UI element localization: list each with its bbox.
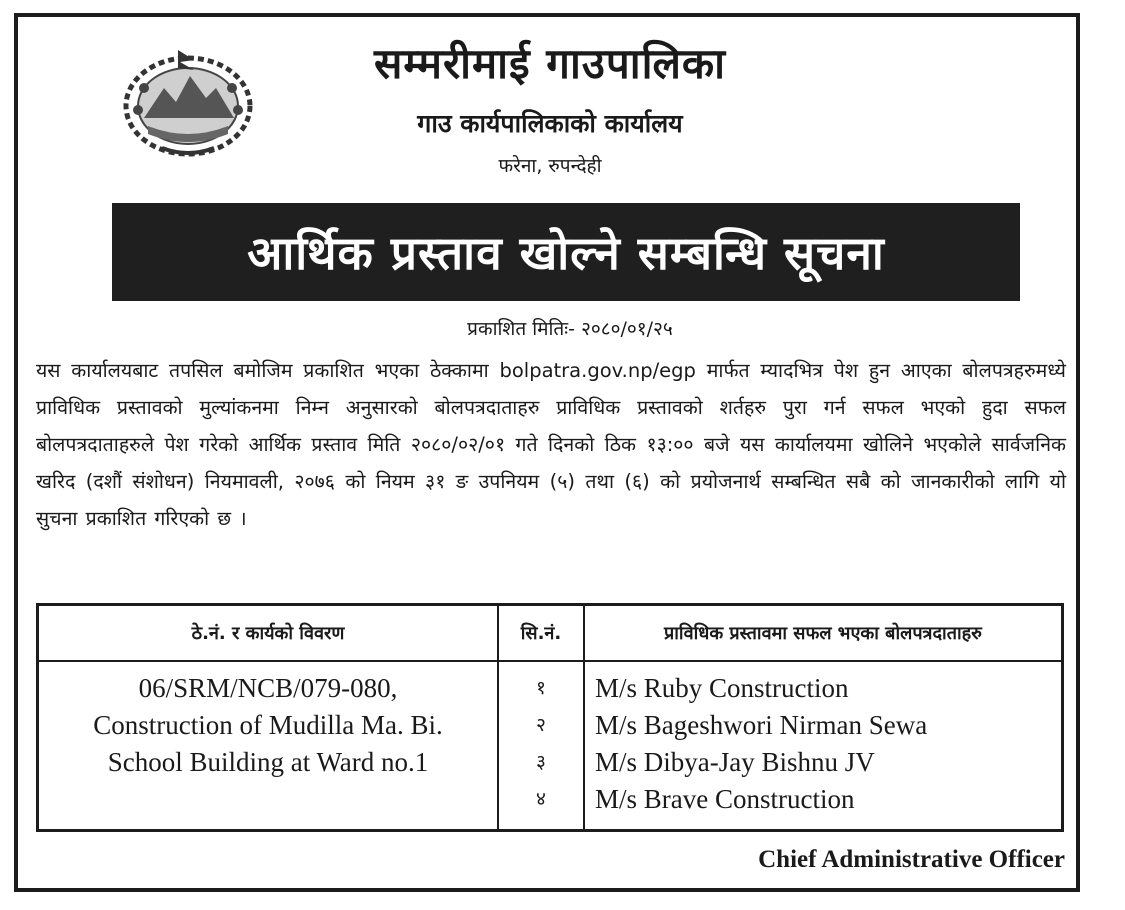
table-row	[38, 661, 1063, 831]
serial-number: ४	[536, 788, 546, 810]
contract-number: 06/SRM/NCB/079-080,	[138, 673, 398, 703]
bidder-name: M/s Brave Construction	[595, 784, 855, 814]
header-serial-number: सि.नं.	[498, 605, 584, 662]
signatory-title: Chief Administrative Officer	[758, 846, 1065, 873]
notice-body: यस कार्यालयबाट तपसिल बमोजिम प्रकाशित भएका ठेक्कामा bolpatra.gov.np/egp मार्फत म्यादभित्र पेश हुन आएका बोलपत्रहरुमध्ये प्राविधिक प्रस्तावको मुल्यांकनमा निम्न अनुसारको बोलपत्रदाताहरु प्राविधिक प्रस्तावको शर्तहरु पुरा गर्न सफल भएको हुदा सफल बोलपत्रदाताहरुले पेश गरेको आर्थिक प्रस्ताव मिति २०८०/०२/०१ गते दिनको ठिक १३:०० बजे यस कार्यालयमा खोलिने भएकोले सार्वजनिक खरिद (दशौं संशोधन) नियमावली, २०७६ को नियम ३१ ङ उपनियम (५) तथा (६) को प्रयोजनार्थ सम्बन्धित सबै को जानकारीको लागि यो सुचना प्रकाशित गरिएको छ ।	[36, 359, 1066, 530]
bidder-name: M/s Ruby Construction	[595, 673, 849, 703]
serial-number: ३	[536, 751, 546, 773]
notice-title-banner	[112, 203, 1020, 301]
bidder-list-cell	[584, 661, 1063, 831]
municipality-name: सम्मरीमाई गाउपालिका	[373, 39, 727, 88]
bidder-name: M/s Dibya-Jay Bishnu JV	[595, 747, 875, 777]
serial-number-cell	[498, 661, 584, 831]
contract-description-cell	[38, 661, 499, 831]
bidder-name: M/s Bageshwori Nirman Sewa	[595, 710, 928, 740]
table-header-row	[38, 605, 1063, 662]
contract-title-line: Construction of Mudilla Ma. Bi.	[93, 710, 443, 740]
header-successful-bidders: प्राविधिक प्रस्तावमा सफल भएका बोलपत्रदाताहरु	[584, 605, 1063, 662]
nepal-government-emblem-icon	[118, 44, 258, 164]
published-date: प्रकाशित मितिः- २०८०/०१/२५	[467, 318, 673, 340]
notice-title: आर्थिक प्रस्ताव खोल्ने सम्बन्धि सूचना	[247, 226, 885, 280]
bidder-table	[36, 603, 1064, 832]
contract-title-line: School Building at Ward no.1	[107, 747, 429, 777]
office-location: फरेना, रुपन्देही	[498, 155, 602, 177]
header-contract-description: ठे.नं. र कार्यको विवरण	[38, 605, 499, 662]
office-name: गाउ कार्यपालिकाको कार्यालय	[417, 109, 683, 138]
serial-number: २	[536, 714, 546, 736]
serial-number: १	[536, 677, 546, 699]
